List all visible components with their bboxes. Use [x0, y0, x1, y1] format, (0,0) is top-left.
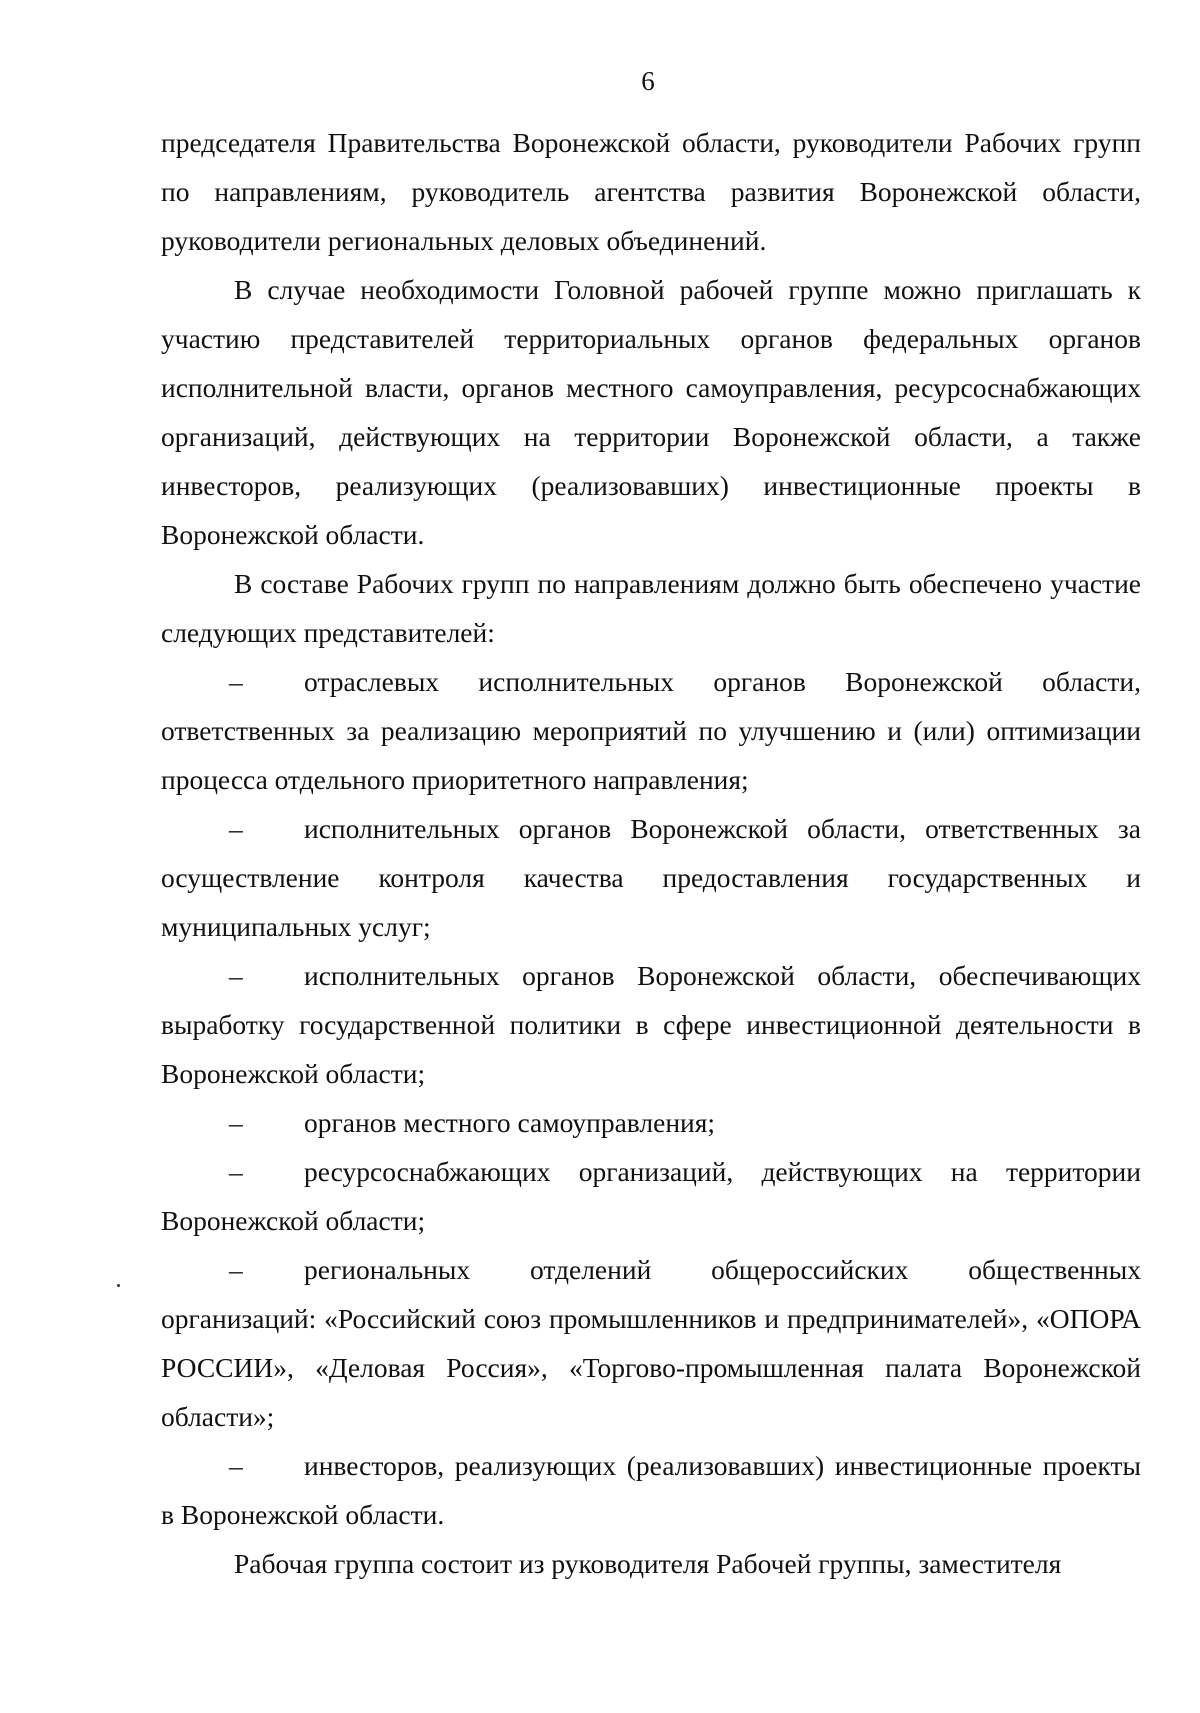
paragraph-composition: В составе Рабочих групп по направлениям должно быть обеспечено участие следующих представителей:: [161, 568, 1141, 648]
list-item-text: отраслевых исполнительных органов Воронежской области, ответственных за реализацию мероприятий по улучшению и (или) оптимизации процесса отдельного приоритетного направления;: [161, 666, 1141, 795]
list-item: [161, 657, 1141, 804]
list-item-text: исполнительных органов Воронежской области, ответственных за осуществление контроля качества предоставления государственных и муниципальных услуг;: [161, 813, 1141, 942]
list-item-text: инвесторов, реализующих (реализовавших) инвестиционные проекты в Воронежской области.: [161, 1450, 1141, 1530]
list-item-text: региональных отделений общероссийских общественных организаций: «Российский союз промышленников и предпринимателей», «ОПОРА РОССИИ», «Деловая Россия», «Торгово-промышленная палата Воронежской области»;: [161, 1254, 1141, 1432]
list-item-text: исполнительных органов Воронежской области, обеспечивающих выработку государственной политики в сфере инвестиционной деятельности в Воронежской области;: [161, 960, 1141, 1089]
list-item: [161, 804, 1141, 951]
page-number: 6: [641, 66, 655, 96]
list-item-text: органов местного самоуправления;: [304, 1107, 716, 1138]
list-dash: –: [229, 1107, 243, 1138]
list-dash: –: [229, 813, 243, 844]
paragraph-working-group: Рабочая группа состоит из руководителя Рабочей группы, заместителя: [234, 1548, 1062, 1579]
list-item: [161, 951, 1141, 1098]
list-item: [161, 1245, 1141, 1441]
scan-artifact-dot: [117, 1284, 120, 1287]
list-dash: –: [229, 1254, 243, 1285]
list-item: [161, 1098, 1141, 1147]
document-body: [161, 118, 1141, 1588]
list-dash: –: [229, 666, 243, 697]
list-item: [161, 1147, 1141, 1245]
list-item: [161, 1441, 1141, 1539]
paragraph-continuation: председателя Правительства Воронежской области, руководители Рабочих групп по направлениям, руководитель агентства развития Воронежской области, руководители региональных деловых объединений.: [161, 127, 1141, 256]
list-dash: –: [229, 960, 243, 991]
list-dash: –: [229, 1156, 243, 1187]
list-item-text: ресурсоснабжающих организаций, действующих на территории Воронежской области;: [161, 1156, 1141, 1236]
paragraph-invitation: В случае необходимости Головной рабочей группе можно приглашать к участию представителей территориальных органов федеральных органов исполнительной власти, органов местного самоуправления, ресурсоснабжающих организаций, действующих на территории Воронежской области, а также инвесторов, реализующих (реализовавших) инвестиционные проекты в Воронежской области.: [161, 274, 1141, 550]
list-dash: –: [229, 1450, 243, 1481]
